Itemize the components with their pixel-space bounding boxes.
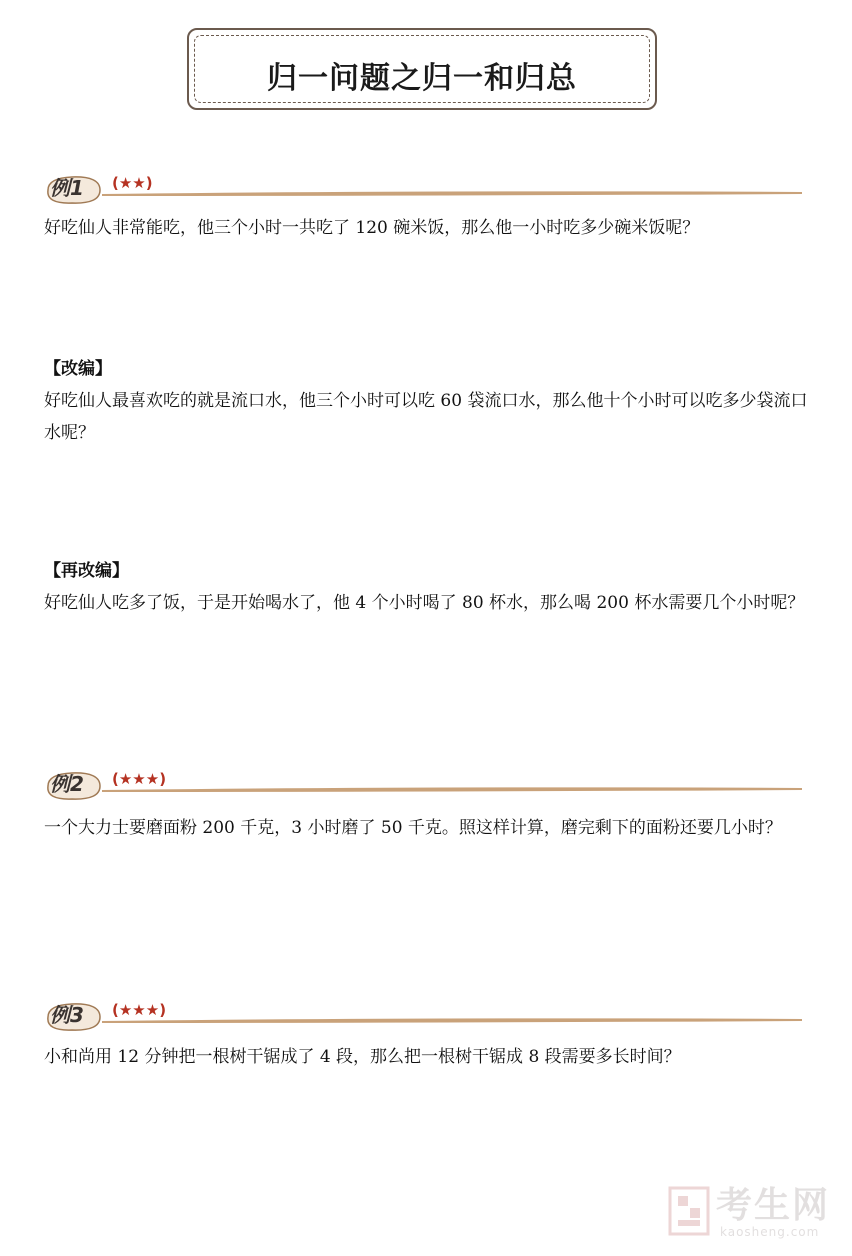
example-1-divider bbox=[44, 188, 804, 198]
variant-2-heading: 【再改编】 bbox=[44, 561, 129, 581]
example-1-header bbox=[44, 174, 804, 214]
variant-1-text: 好吃仙人最喜欢吃的就是流口水，他三个小时可以吃 60 袋流口水，那么他十个小时可以吃多少袋流口水呢？ bbox=[44, 391, 808, 443]
watermark-name: 考生网 bbox=[716, 1185, 831, 1226]
variant-2-text: 好吃仙人吃多了饭，于是开始喝水了，他 4 个小时喝了 80 杯水，那么喝 200 杯水需要几个小时呢？ bbox=[44, 593, 805, 613]
example-3-difficulty: (★★★) bbox=[112, 1001, 167, 1019]
example-2-difficulty: (★★★) bbox=[112, 770, 167, 788]
watermark-logo-icon bbox=[668, 1186, 710, 1236]
example-3-header bbox=[44, 1001, 804, 1041]
watermark-url: kaosheng.com bbox=[720, 1225, 820, 1239]
example-2-label: 例2 bbox=[50, 772, 84, 796]
variant-1 bbox=[44, 353, 808, 449]
example-2-header bbox=[44, 770, 804, 810]
example-1-label: 例1 bbox=[50, 176, 84, 200]
variant-1-heading: 【改编】 bbox=[44, 359, 112, 379]
title-frame bbox=[187, 28, 657, 110]
variant-2 bbox=[44, 555, 808, 619]
example-1-difficulty: (★★) bbox=[112, 174, 153, 192]
example-2-question: 一个大力士要磨面粉 200 千克，3 小时磨了 50 千克。照这样计算，磨完剩下的面粉还要几小时？ bbox=[44, 818, 782, 838]
example-1-question: 好吃仙人非常能吃，他三个小时一共吃了 120 碗米饭，那么他一小时吃多少碗米饭呢？ bbox=[44, 218, 700, 238]
example-3-label: 例3 bbox=[50, 1003, 84, 1027]
example-3-question: 小和尚用 12 分钟把一根树干锯成了 4 段，那么把一根树干锯成 8 段需要多长时间？ bbox=[44, 1047, 681, 1067]
watermark bbox=[668, 1186, 838, 1242]
page-title: 归一问题之归一和归总 bbox=[267, 61, 577, 96]
